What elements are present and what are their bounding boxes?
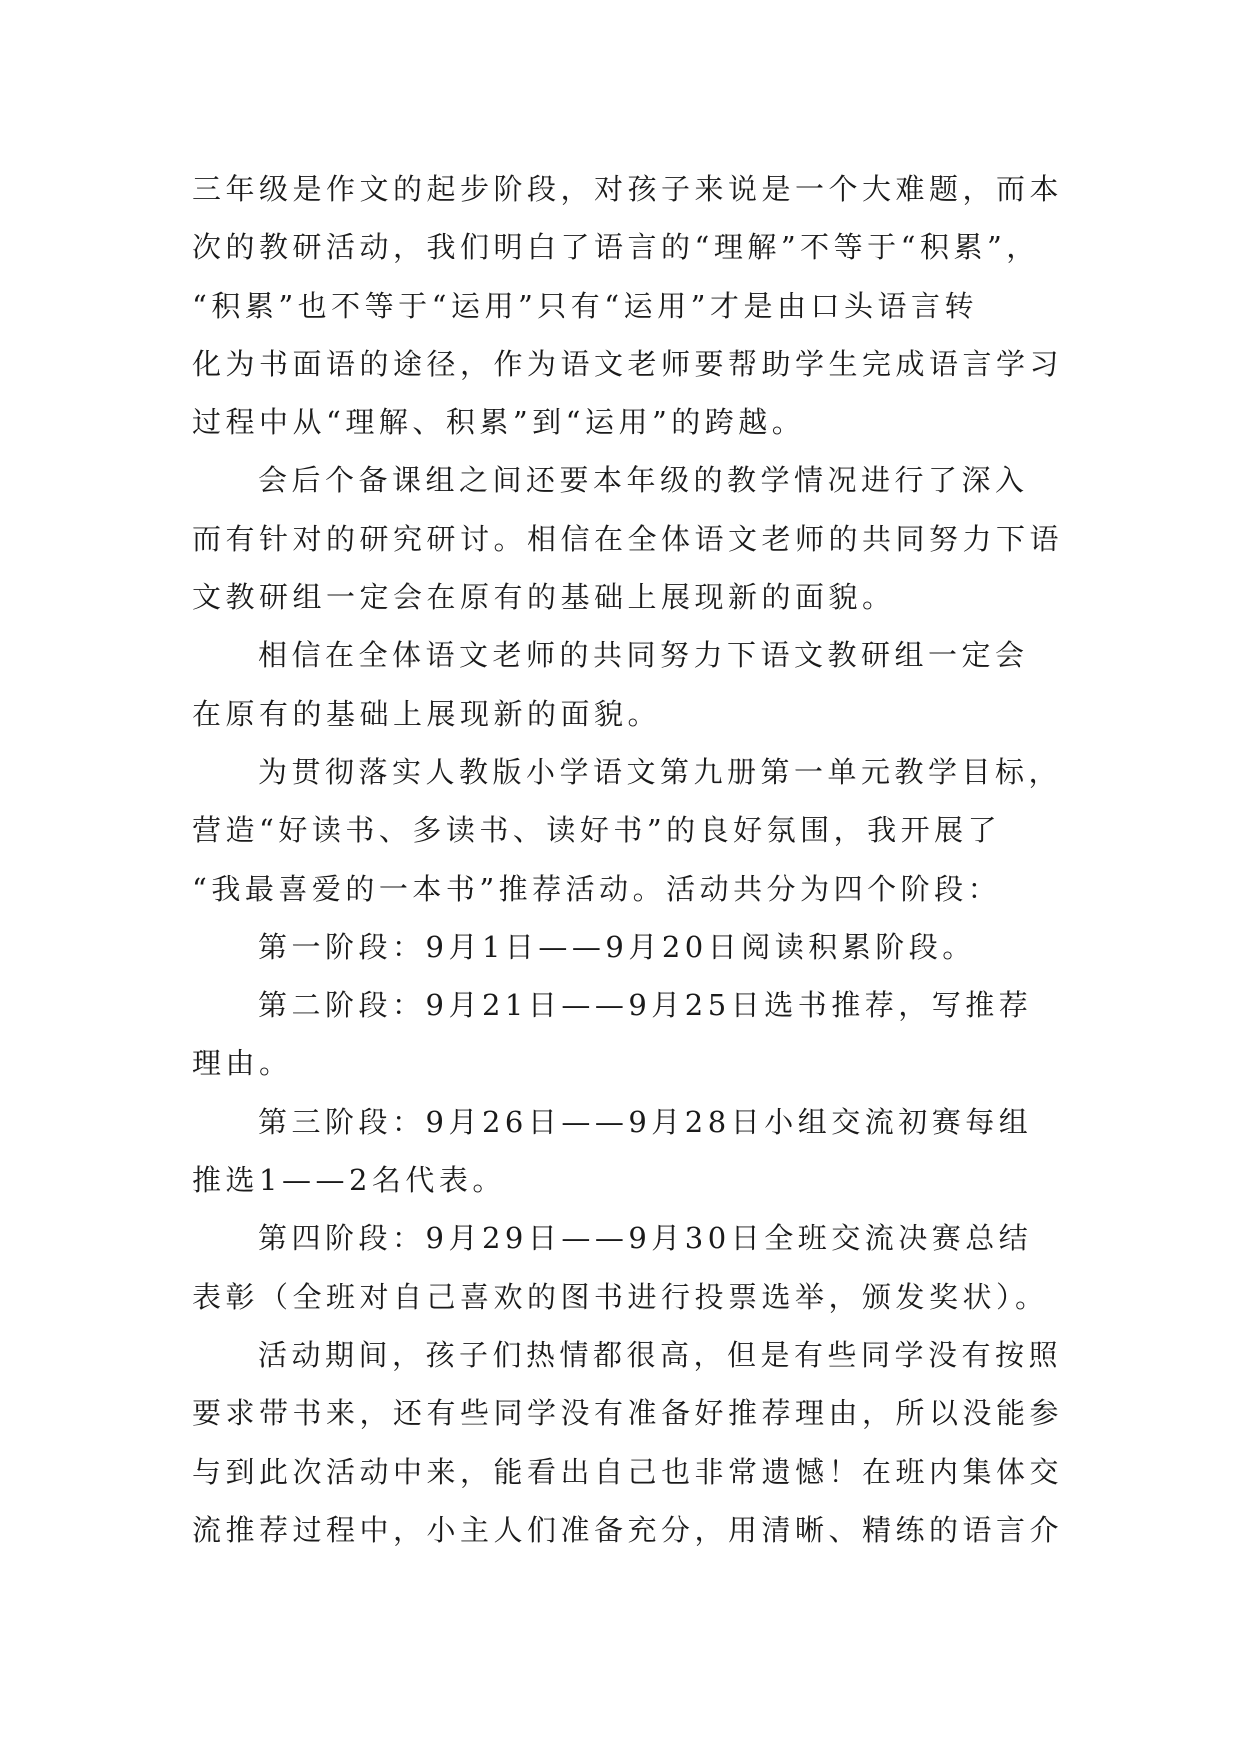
text-line: 推选1——2名代表。: [192, 1163, 506, 1198]
text-line: 化为书面语的途径，作为语文老师要帮助学生完成语言学习: [192, 346, 1064, 381]
text-line: 营造“好读书、多读书、读好书”的良好氛围，我开展了: [192, 813, 1002, 848]
paragraph-first-line: 会后个备课组之间还要本年级的教学情况进行了深入: [258, 463, 1029, 498]
text-line: 三年级是作文的起步阶段，对孩子来说是一个大难题，而本: [192, 172, 1064, 206]
stage-two-line: 第二阶段：9月21日——9月25日选书推荐，写推荐: [258, 988, 1033, 1023]
stage-four-line: 第四阶段：9月29日——9月30日全班交流决赛总结: [258, 1221, 1033, 1256]
paragraph-first-line: 活动期间，孩子们热情都很高，但是有些同学没有按照: [258, 1337, 1063, 1372]
text-line: 次的教研活动，我们明白了语言的“理解”不等于“积累”，: [192, 230, 1040, 265]
text-line: 要求带书来，还有些同学没有准备好推荐理由，所以没能参: [192, 1396, 1064, 1431]
text-line: 理由。: [192, 1046, 293, 1081]
text-line: 而有针对的研究研讨。相信在全体语文老师的共同努力下语: [192, 521, 1064, 556]
stage-three-line: 第三阶段：9月26日——9月28日小组交流初赛每组: [258, 1104, 1033, 1139]
text-line: 流推荐过程中，小主人们准备充分，用清晰、精练的语言介: [192, 1512, 1064, 1547]
text-line: 表彰（全班对自己喜欢的图书进行投票选举，颁发奖状）。: [192, 1279, 1049, 1314]
body-text: [192, 160, 1072, 1559]
text-line: 过程中从“理解、积累”到“运用”的跨越。: [192, 405, 806, 440]
paragraph-first-line: 为贯彻落实人教版小学语文第九册第一单元教学目标，: [258, 754, 1063, 789]
text-line: “积累”也不等于“运用”只有“运用”才是由口头语言转: [192, 288, 978, 323]
text-line: 与到此次活动中来，能看出自己也非常遗憾！在班内集体交: [192, 1454, 1064, 1489]
text-line: “我最喜爱的一本书”推荐活动。活动共分为四个阶段：: [192, 871, 1002, 906]
text-line: 在原有的基础上展现新的面貌。: [192, 696, 662, 731]
text-line: 文教研组一定会在原有的基础上展现新的面貌。: [192, 580, 896, 615]
paragraph-first-line: 相信在全体语文老师的共同努力下语文教研组一定会: [258, 638, 1029, 673]
stage-one-line: 第一阶段：9月1日——9月20日阅读积累阶段。: [258, 929, 976, 964]
